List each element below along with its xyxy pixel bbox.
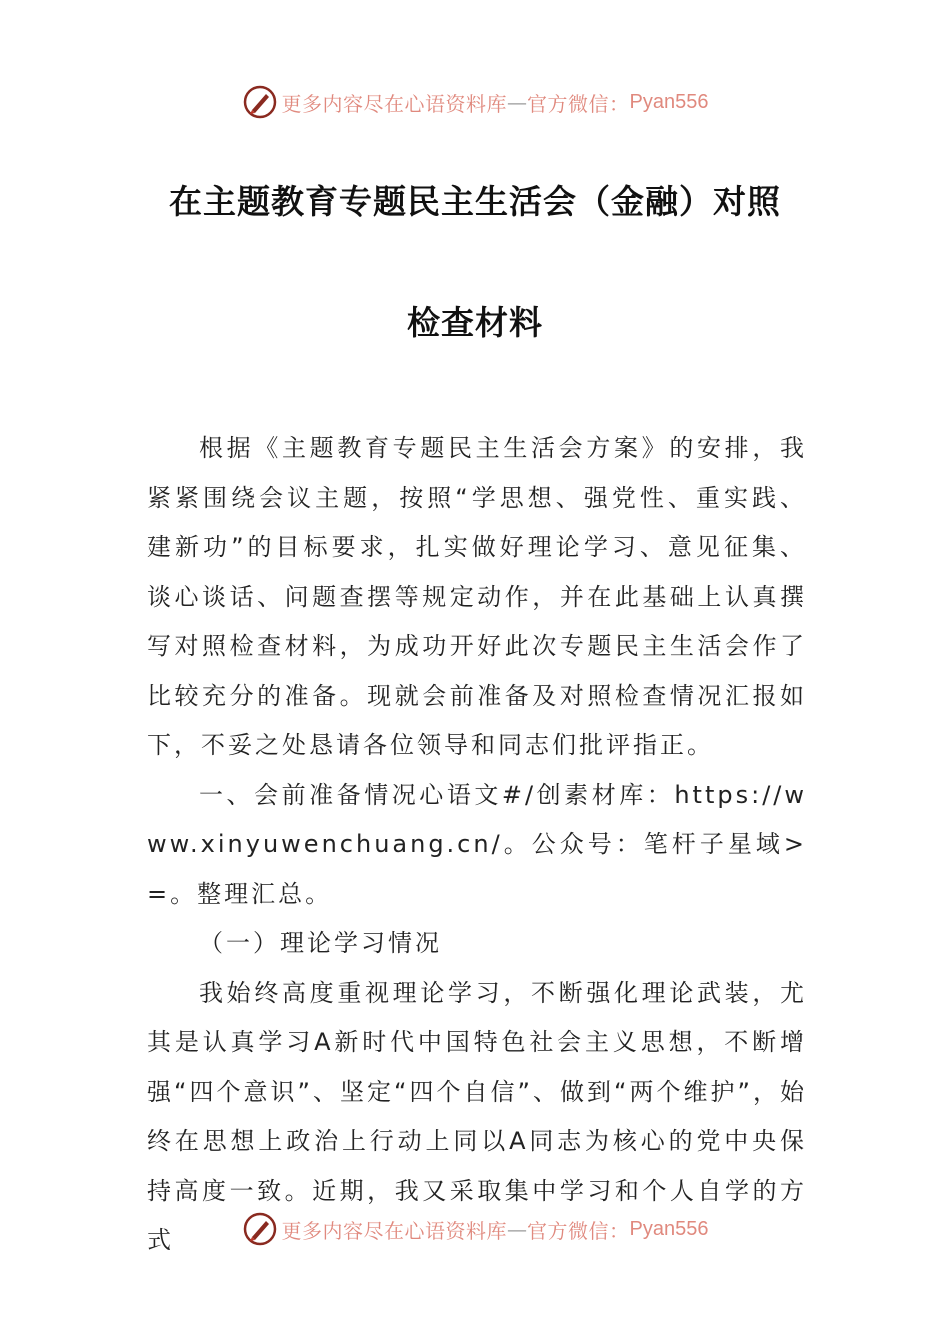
document-body [147, 424, 807, 1266]
document-title-line-2: 检查材料 [407, 303, 543, 342]
footer-banner [0, 1207, 950, 1251]
banner-separator: — [507, 90, 528, 114]
section-heading-1: 一、会前准备情况心语文#/创素材库：https://www.xinyuwenchuang.cn/。公众号：笔杆子星域>=。整理汇总。 [147, 780, 807, 908]
pen-logo-icon [242, 1211, 278, 1247]
banner-wechat-label: 官方微信： [527, 1218, 630, 1243]
banner-text: 更多内容尽在心语资料库 [281, 91, 508, 116]
subsection-heading-1: （一）理论学习情况 [199, 929, 442, 957]
banner-wechat-id: Pyan556 [629, 1217, 709, 1240]
header-banner [0, 80, 950, 124]
banner-wechat-id: Pyan556 [629, 90, 709, 113]
paragraph-intro: 根据《主题教育专题民主生活会方案》的安排，我紧紧围绕会议主题，按照“学思想、强党性、重实践、建新功”的目标要求，扎实做好理论学习、意见征集、谈心谈话、问题查摆等规定动作，并在此基础上认真撰写对照检查材料，为成功开好此次专题民主生活会作了比较充分的准备。现就会前准备及对照检查情况汇报如下，不妥之处恳请各位领导和同志们批评指正。 [147, 434, 807, 759]
banner-text: 更多内容尽在心语资料库 [281, 1218, 508, 1243]
paragraph-theory-study: 我始终高度重视理论学习，不断强化理论武装，尤其是认真学习A新时代中国特色社会主义思想，不断增强“四个意识”、坚定“四个自信”、做到“两个维护”，始终在思想上政治上行动上同以A同志为核心的党中央保持高度一致。近期，我又采取集中学习和个人自学的方式 [147, 978, 807, 1254]
document-title-line-1: 在主题教育专题民主生活会（金融）对照 [169, 182, 781, 221]
pen-logo-icon [242, 84, 278, 120]
banner-separator: — [507, 1217, 528, 1241]
banner-wechat-label: 官方微信： [527, 91, 630, 116]
